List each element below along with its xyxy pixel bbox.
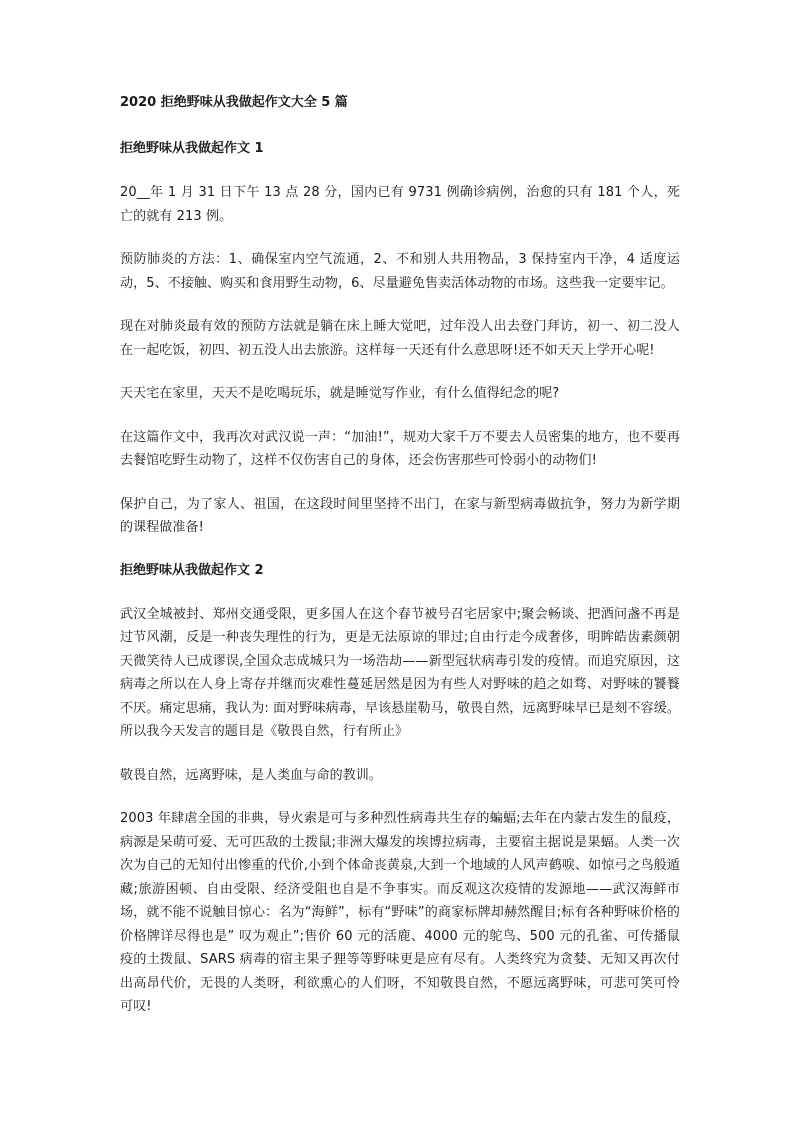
essay-1-paragraph: 天天宅在家里，天天不是吃喝玩乐，就是睡觉写作业，有什么值得纪念的呢? — [120, 386, 560, 401]
essay-1-paragraph: 现在对肺炎最有效的预防方法就是躺在床上睡大觉吧，过年没人出去登门拜访，初一、初二没人在一起吃饭，初四、初五没人出去旅游。这样每一天还有什么意思呀!还不如天天上学开心呢! — [120, 319, 680, 358]
essay-1-heading: 拒绝野味从我做起作文 1 — [120, 141, 264, 156]
essay-2-paragraph: 2003 年肆虐全国的非典，导火索是可与多种烈性病毒共生存的蝙蝠;去年在内蒙古发生的鼠疫，病源是呆萌可爱、无可匹敌的土拨鼠;非洲大爆发的埃博拉病毒，主要宿主据说是果蝠。人类一次次为自己的无知付出惨重的代价,小到个体命丧黄泉,大到一个地域的人风声鹤唳、如惊弓之鸟般遁藏;旅游困顿、自由受限、经济受阻也自是不争事实。而反观这次疫情的发源地——武汉海鲜市场，就不能不说触目惊心：名为“海鲜”，标有“野味”的商家标牌却赫然醒目;标有各种野味价格的价格牌详尽得也是” 叹为观止”;售价 60 元的活鹿、4000 元的鸵鸟、500 元的孔雀、可传播鼠疫的土拨鼠、SARS 病毒的宿主果子狸等等野味更是应有尽有。人类终究为贪婪、无知又再次付出高昂代价，无畏的人类呀，利欲熏心的人们呀，不知敬畏自然，不愿远离野味，可悲可笑可怜可叹! — [120, 811, 680, 1014]
document-title: 2020 拒绝野味从我做起作文大全 5 篇 — [120, 95, 348, 110]
essay-2-paragraph: 敬畏自然，远离野味，是人类血与命的教训。 — [120, 767, 383, 783]
essay-2-heading: 拒绝野味从我做起作文 2 — [120, 562, 264, 578]
essay-2-paragraph: 武汉全城被封、郑州交通受限，更多国人在这个春节被号召宅居家中;聚会畅谈、把酒问盏不再是过节风潮，反是一种丧失理性的行为，更是无法原谅的罪过;自由行走今成奢侈，明眸皓齿素颜朝天微笑待人已成谬误,全国众志成城只为一场浩劫——新型冠状病毒引发的疫情。而追究原因，这病毒之所以在人身上寄存并继而灾难性蔓延居然是因为有些人对野味的趋之如骛、对野味的饕餮不厌。痛定思痛，我认为: 面对野味病毒，早该悬崖勒马，敬畏自然，远离野味早已是刻不容缓。所以我今天发言的题目是《敬畏自然，行有所止》 — [120, 606, 680, 739]
essay-1-paragraph: 20__年 1 月 31 日下午 13 点 28 分，国内已有 9731 例确诊病例，治愈的只有 181 个人，死亡的就有 213 例。 — [120, 185, 680, 224]
document-page — [120, 92, 680, 1039]
essay-1-paragraph: 在这篇作文中，我再次对武汉说一声：“加油!”，规劝大家千万不要去人员密集的地方，也不要再去餐馆吃野生动物了，这样不仅伤害自己的身体，还会伤害那些可怜弱小的动物们! — [120, 429, 680, 468]
essay-1-paragraph: 预防肺炎的方法：1、确保室内空气流通，2、不和别人共用物品，3 保持室内干净，4 适度运动，5、不接触、购买和食用野生动物，6、尽量避免售卖活体动物的市场。这些我一定要牢记。 — [120, 252, 680, 291]
essay-1-paragraph: 保护自己，为了家人、祖国，在这段时间里坚持不出门，在家与新型病毒做抗争，努力为新学期的课程做准备! — [120, 496, 680, 535]
